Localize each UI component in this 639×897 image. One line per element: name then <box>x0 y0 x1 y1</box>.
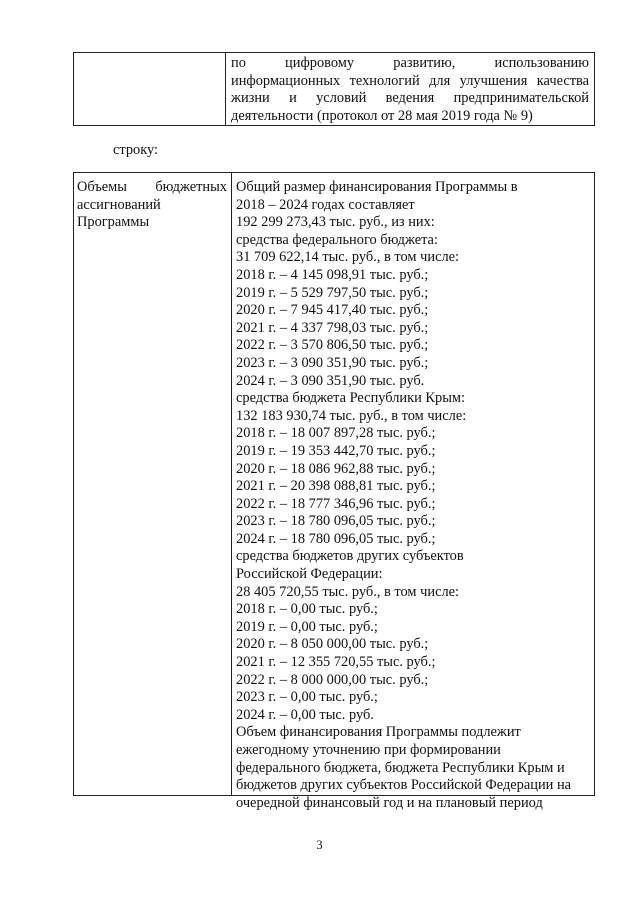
funding-line: бюджетов других субъектов Российской Федерации на <box>236 777 572 794</box>
funding-line: 2020 г. – 8 050 000,00 тыс. руб.; <box>236 636 429 653</box>
funding-line: средства бюджетов других субъектов <box>236 548 464 565</box>
top-table-fragment <box>73 52 595 126</box>
funding-line: 2018 г. – 0,00 тыс. руб.; <box>236 601 378 618</box>
funding-line: 31 709 622,14 тыс. руб., в том числе: <box>236 249 460 266</box>
top-row-line: деятельности (протокол от 28 мая 2019 года № 9) <box>231 107 533 124</box>
funding-line: ежегодному уточнению при формировании <box>236 742 501 758</box>
page-number: 3 <box>316 838 323 852</box>
funding-line: Объем финансирования Программы подлежит <box>236 724 521 741</box>
funding-line: 2019 г. – 5 529 797,50 тыс. руб.; <box>236 284 429 301</box>
top-row-line: информационных технологий для улучшения качества <box>231 72 589 89</box>
funding-line: 2019 г. – 0,00 тыс. руб.; <box>236 618 378 635</box>
funding-line: 2024 г. – 0,00 тыс. руб. <box>236 706 374 723</box>
funding-line: 2023 г. – 0,00 тыс. руб.; <box>236 689 378 706</box>
funding-line: 2021 г. – 4 337 798,03 тыс. руб.; <box>236 319 429 336</box>
funding-line: 2018 г. – 4 145 098,91 тыс. руб.; <box>236 266 429 283</box>
funding-line: Российской Федерации: <box>236 566 383 583</box>
funding-line: Общий размер финансирования Программы в <box>236 179 518 195</box>
funding-line: 2023 г. – 3 090 351,90 тыс. руб.; <box>236 354 429 371</box>
funding-line: 2020 г. – 18 086 962,88 тыс. руб.; <box>236 460 436 477</box>
funding-table <box>73 172 595 811</box>
top-row-line: по цифровому развитию, использованию <box>231 55 589 71</box>
funding-line: средства бюджета Республики Крым: <box>236 390 465 407</box>
funding-line: 2019 г. – 19 353 442,70 тыс. руб.; <box>236 442 436 459</box>
column-divider <box>225 53 226 125</box>
funding-line: 2020 г. – 7 945 417,40 тыс. руб.; <box>236 302 429 319</box>
row-label-line: Программы <box>77 214 150 230</box>
funding-line: 2023 г. – 18 780 096,05 тыс. руб.; <box>236 513 436 530</box>
funding-line: федерального бюджета, бюджета Республики Крым и <box>236 759 565 776</box>
row-label-cell <box>77 179 227 232</box>
funding-line: 2022 г. – 8 000 000,00 тыс. руб.; <box>236 671 429 688</box>
funding-line: 2021 г. – 20 398 088,81 тыс. руб.; <box>236 478 436 495</box>
funding-line: 2024 г. – 3 090 351,90 тыс. руб. <box>236 372 425 389</box>
funding-line: 2021 г. – 12 355 720,55 тыс. руб.; <box>236 654 436 671</box>
top-row-line: жизни и условий ведения предпринимательской <box>231 90 589 106</box>
row-label-line: Объемы бюджетных <box>77 179 227 195</box>
funding-line: 132 183 930,74 тыс. руб., в том числе: <box>236 407 467 424</box>
intro-word: строку: <box>113 142 159 158</box>
funding-line: 2022 г. – 18 777 346,96 тыс. руб.; <box>236 495 436 512</box>
funding-line: 2024 г. – 18 780 096,05 тыс. руб.; <box>236 530 436 547</box>
top-row-text <box>231 55 589 125</box>
row-label-line: ассигнований <box>77 196 161 213</box>
funding-line: 192 299 273,43 тыс. руб., из них: <box>236 214 435 231</box>
funding-line: 2022 г. – 3 570 806,50 тыс. руб.; <box>236 337 429 354</box>
funding-line: средства федерального бюджета: <box>236 231 438 248</box>
funding-line: 2018 – 2024 годах составляет <box>236 196 415 213</box>
funding-line: 28 405 720,55 тыс. руб., в том числе: <box>236 583 460 600</box>
row-value-cell <box>236 179 592 812</box>
column-divider <box>231 173 232 795</box>
funding-line: очередной финансовый год и на плановый период <box>236 794 543 811</box>
funding-line: 2018 г. – 18 007 897,28 тыс. руб.; <box>236 425 436 442</box>
